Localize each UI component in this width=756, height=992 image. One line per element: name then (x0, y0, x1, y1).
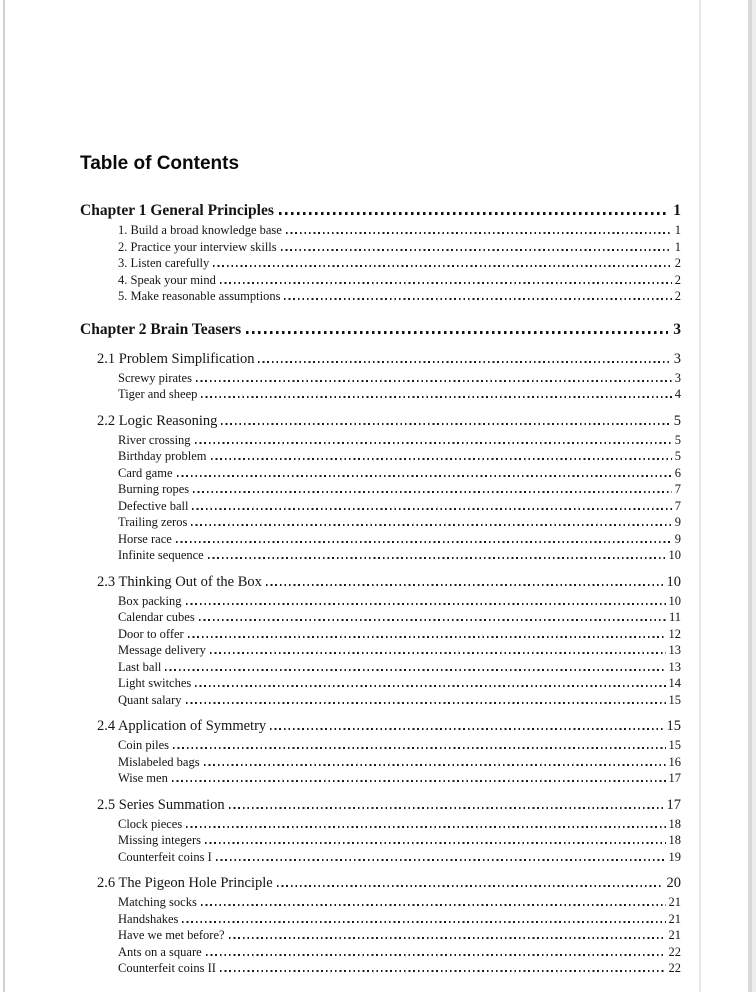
dot-leader (208, 557, 666, 559)
toc-entry-label: Mislabeled bags (118, 754, 200, 769)
toc-entry-page: 7 (674, 498, 681, 513)
toc-entry-page: 3 (674, 370, 681, 385)
toc-entry-page: 17 (668, 771, 681, 785)
toc-entry-label: 2.4 Application of Symmetry (97, 718, 267, 734)
toc-entry-label: Quant salary (118, 692, 182, 707)
toc-entry (80, 675, 681, 692)
toc-entry-page: 5 (673, 412, 681, 429)
toc-entry-page: 11 (668, 610, 681, 624)
dot-leader (186, 603, 666, 605)
toc-entry-label: Have we met before? (118, 928, 225, 942)
dot-leader (195, 685, 665, 687)
dot-leader (192, 508, 671, 510)
toc-entry-page: 20 (666, 875, 681, 891)
toc-entry-page: 16 (668, 754, 681, 769)
dot-leader (220, 970, 666, 972)
scan-edge-far-right (752, 0, 756, 992)
toc-entry (80, 795, 681, 816)
toc-entry (80, 370, 681, 387)
toc-entry-page: 17 (666, 796, 681, 813)
toc-entry-page: 12 (668, 626, 681, 641)
toc-entry (80, 593, 681, 610)
toc-entry-page: 10 (666, 573, 681, 590)
toc-entry-label: Card game (118, 465, 173, 480)
toc-entry-label: Door to offer (118, 626, 184, 641)
toc-entry (80, 411, 681, 432)
dot-leader (221, 423, 669, 425)
scan-edge-left (3, 0, 5, 992)
toc-entry (80, 960, 681, 977)
dot-leader (220, 282, 672, 284)
toc-entry-label: 2. Practice your interview skills (118, 239, 277, 254)
dot-leader (176, 541, 672, 543)
toc-entry (80, 319, 681, 341)
toc-entry (80, 873, 681, 894)
toc-entry-page: 2 (674, 256, 681, 270)
toc-entry (80, 448, 681, 465)
toc-entry-page: 1 (674, 239, 681, 254)
toc-entry (80, 272, 681, 289)
toc-entry-label: Horse race (118, 531, 172, 546)
toc-entry (80, 770, 681, 787)
dot-leader (211, 458, 672, 460)
toc-entry-label: Counterfeit coins II (118, 961, 216, 975)
dot-leader (195, 442, 672, 444)
toc-entry-page: 18 (668, 833, 681, 847)
toc-entry-label: 2.1 Problem Simplification (97, 350, 255, 367)
toc-entry-page: 10 (668, 548, 681, 562)
dot-leader (279, 212, 668, 215)
toc-entry-label: Matching socks (118, 895, 197, 909)
toc-entry (80, 816, 681, 833)
dot-leader (193, 491, 672, 493)
toc-entry-label: Infinite sequence (118, 548, 204, 562)
toc-entry (80, 609, 681, 626)
toc-entry-label: Message delivery (118, 643, 206, 657)
dot-leader (172, 780, 666, 782)
dot-leader (173, 747, 665, 749)
toc-entry-label: Ants on a square (118, 944, 202, 959)
toc-entry-label: 1. Build a broad knowledge base (118, 223, 282, 237)
toc-entry-page: 4 (674, 387, 681, 401)
scan-edge-inner-right (699, 0, 701, 992)
toc-entry (80, 531, 681, 548)
scan-edge-right (748, 0, 752, 992)
toc-entry (80, 432, 681, 449)
dot-leader (266, 584, 663, 586)
toc-entry-page: 14 (668, 676, 681, 690)
toc-entry (80, 927, 681, 944)
toc-entry-page: 15 (668, 692, 681, 707)
toc-entry-page: 9 (674, 515, 681, 529)
dot-leader (182, 921, 665, 923)
toc-entry-page: 22 (668, 944, 681, 959)
dot-leader (206, 954, 666, 956)
dot-leader (229, 937, 666, 939)
toc-entry-page: 6 (674, 465, 681, 480)
toc-entry (80, 547, 681, 564)
toc-entry (80, 349, 681, 370)
toc-entry (80, 692, 681, 709)
toc-entry-label: Last ball (118, 659, 162, 674)
dot-leader (186, 702, 666, 704)
toc-entry-page: 15 (668, 738, 681, 752)
toc-entry-label: Wise men (118, 771, 168, 785)
toc-entry-label: Box packing (118, 593, 182, 608)
toc-entry-label: 2.3 Thinking Out of the Box (97, 573, 262, 590)
toc-entry (80, 514, 681, 531)
toc-entry-label: River crossing (118, 432, 191, 447)
dot-leader (229, 807, 663, 809)
dot-leader (205, 842, 666, 844)
toc-entry-label: 2.2 Logic Reasoning (97, 412, 218, 429)
dot-leader (188, 636, 666, 638)
toc-entry (80, 572, 681, 593)
dot-leader (258, 361, 669, 363)
toc-entry (80, 481, 681, 498)
toc-entry-label: 2.5 Series Summation (97, 796, 225, 813)
toc-entry-label: Burning ropes (118, 482, 190, 496)
toc-entry-page: 15 (666, 718, 681, 734)
dot-leader (246, 331, 668, 334)
toc-entry-page: 13 (668, 643, 681, 657)
toc-entry (80, 498, 681, 515)
toc-entry (80, 465, 681, 482)
toc-entry-page: 3 (673, 350, 681, 367)
toc-entry-label: Birthday problem (118, 449, 207, 463)
toc-entry (80, 288, 681, 305)
toc-entry-label: Light switches (118, 676, 192, 690)
dot-leader (213, 265, 671, 267)
toc-entry-label: Defective ball (118, 498, 189, 513)
toc-entries (80, 200, 681, 977)
toc-entry-label: Clock pieces (118, 816, 183, 831)
toc-entry-page: 19 (668, 849, 681, 864)
toc-entry-page: 2 (674, 272, 681, 287)
toc-entry-label: Screwy pirates (118, 370, 192, 385)
toc-entry-label: Chapter 1 General Principles (80, 202, 274, 219)
toc-entry-page: 18 (668, 816, 681, 831)
toc-entry (80, 255, 681, 272)
toc-entry (80, 386, 681, 403)
dot-leader (191, 524, 671, 526)
dot-leader (196, 380, 672, 382)
toc-entry (80, 832, 681, 849)
toc-entry-label: 2.6 The Pigeon Hole Principle (97, 875, 273, 891)
toc-entry-page: 9 (674, 531, 681, 546)
toc-entry-page: 3 (673, 320, 681, 338)
toc-entry-label: 4. Speak your mind (118, 272, 216, 287)
toc-entry-label: Coin piles (118, 738, 170, 752)
dot-leader (284, 298, 671, 300)
toc-entry (80, 849, 681, 866)
page-title: Table of Contents (80, 153, 240, 174)
dot-leader (281, 249, 672, 251)
toc-entry-label: Tiger and sheep (118, 387, 198, 401)
dot-leader (177, 475, 672, 477)
toc-entry (80, 626, 681, 643)
dot-leader (186, 826, 665, 828)
toc-entry-label: 5. Make reasonable assumptions (118, 289, 281, 303)
toc-entry (80, 222, 681, 239)
toc-entry-label: Chapter 2 Brain Teasers (80, 320, 242, 338)
toc-entry-page: 22 (668, 961, 681, 975)
toc-entry-page: 13 (668, 659, 681, 674)
dot-leader (216, 859, 666, 861)
toc-entry-page: 10 (668, 593, 681, 608)
toc-entry-page: 2 (674, 289, 681, 303)
toc-entry-page: 5 (674, 432, 681, 447)
toc-entry-page: 21 (668, 928, 681, 942)
toc-entry-page: 5 (674, 449, 681, 463)
toc-entry-label: Counterfeit coins I (118, 849, 212, 864)
toc-entry (80, 754, 681, 771)
toc-entry-label: 3. Listen carefully (118, 256, 210, 270)
toc-entry-page: 21 (668, 895, 681, 909)
dot-leader (210, 652, 666, 654)
dot-leader (277, 885, 663, 887)
toc-entry-page: 1 (673, 202, 681, 219)
toc-entry (80, 716, 681, 737)
toc-entry (80, 894, 681, 911)
toc-entry-page: 1 (674, 223, 681, 237)
toc-entry-label: Missing integers (118, 833, 201, 847)
toc-entry-label: Calendar cubes (118, 610, 195, 624)
dot-leader (165, 669, 665, 671)
dot-leader (201, 396, 671, 398)
toc-entry (80, 737, 681, 754)
toc-entry (80, 944, 681, 961)
toc-entry (80, 642, 681, 659)
toc-entry-page: 21 (668, 911, 681, 926)
toc-entry (80, 911, 681, 928)
toc-entry-page: 7 (674, 482, 681, 496)
toc-entry (80, 239, 681, 256)
toc-entry-label: Handshakes (118, 911, 179, 926)
dot-leader (204, 764, 666, 766)
toc-entry (80, 659, 681, 676)
dot-leader (199, 619, 666, 621)
toc-entry-label: Trailing zeros (118, 515, 188, 529)
toc-entry (80, 200, 681, 222)
dot-leader (201, 904, 666, 906)
dot-leader (270, 728, 662, 730)
dot-leader (286, 232, 672, 234)
